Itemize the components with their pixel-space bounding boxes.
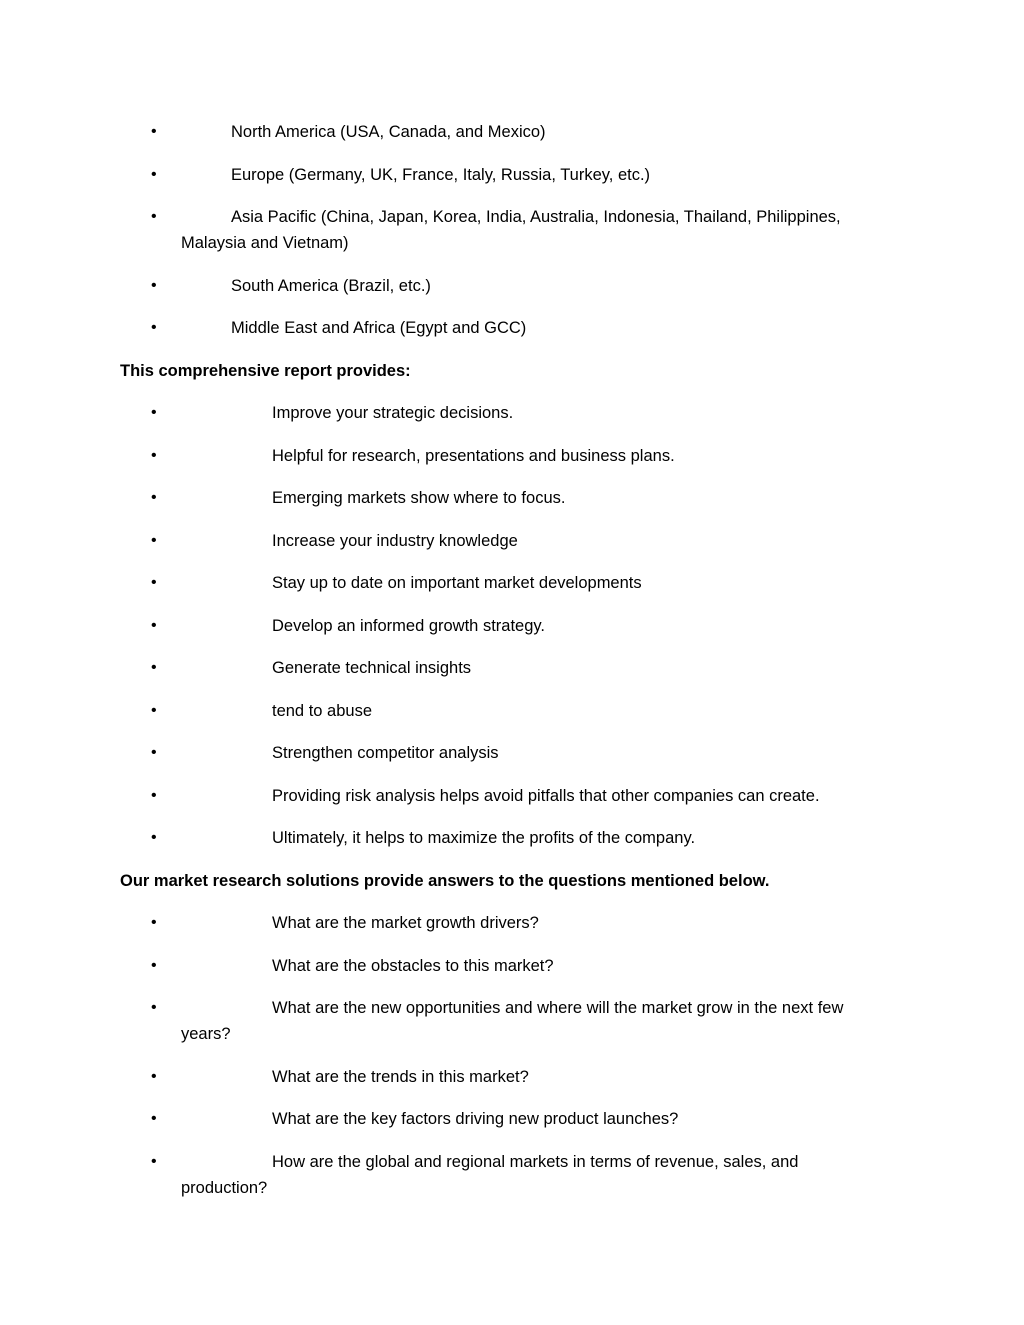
questions-section-heading: Our market research solutions provide answers to the questions mentioned below. bbox=[120, 871, 770, 890]
bullet-icon: • bbox=[151, 1110, 157, 1127]
bullet-icon: • bbox=[151, 123, 157, 140]
bullet-icon: • bbox=[151, 276, 157, 294]
list-item bbox=[0, 1149, 1024, 1201]
list-item bbox=[0, 119, 1024, 145]
list-item bbox=[0, 698, 1024, 724]
benefit-text: Develop an informed growth strategy. bbox=[272, 616, 545, 635]
list-item bbox=[0, 825, 1024, 851]
list-item bbox=[0, 1106, 1024, 1132]
bullet-icon: • bbox=[151, 531, 157, 549]
list-item bbox=[0, 783, 1024, 809]
list-item bbox=[0, 655, 1024, 681]
bullet-icon: • bbox=[151, 786, 157, 804]
bullet-icon: • bbox=[151, 319, 157, 336]
list-item bbox=[0, 204, 1024, 256]
benefit-text: Increase your industry knowledge bbox=[272, 531, 518, 550]
bullet-icon: • bbox=[151, 701, 157, 719]
benefit-text: Providing risk analysis helps avoid pitfalls that other companies can create. bbox=[272, 786, 820, 805]
bullet-icon: • bbox=[151, 1067, 157, 1085]
bullet-icon: • bbox=[151, 574, 157, 591]
bullet-icon: • bbox=[151, 489, 157, 506]
bullet-icon: • bbox=[151, 829, 157, 846]
region-text: Europe (Germany, UK, France, Italy, Russia, Turkey, etc.) bbox=[231, 165, 651, 184]
list-item bbox=[0, 162, 1024, 188]
list-item bbox=[0, 570, 1024, 596]
list-item bbox=[0, 528, 1024, 554]
bullet-icon: • bbox=[151, 744, 157, 761]
question-text: What are the trends in this market? bbox=[272, 1067, 529, 1086]
question-text: What are the obstacles to this market? bbox=[272, 956, 554, 975]
list-item bbox=[0, 953, 1024, 979]
list-item bbox=[0, 995, 1024, 1047]
question-text: What are the key factors driving new product launches? bbox=[272, 1110, 679, 1128]
list-item bbox=[0, 485, 1024, 511]
bullet-icon: • bbox=[151, 914, 157, 931]
bullet-icon: • bbox=[151, 659, 157, 676]
questions-list bbox=[0, 910, 1024, 1201]
region-text: Middle East and Africa (Egypt and GCC) bbox=[231, 319, 527, 337]
report-benefits-list bbox=[0, 400, 1024, 851]
bullet-icon: • bbox=[151, 616, 157, 634]
top-margin bbox=[0, 0, 1024, 119]
region-text: South America (Brazil, etc.) bbox=[231, 276, 431, 295]
list-item bbox=[0, 910, 1024, 936]
benefit-text: Generate technical insights bbox=[272, 659, 472, 677]
list-item bbox=[0, 1064, 1024, 1090]
list-item bbox=[0, 613, 1024, 639]
benefit-text: Ultimately, it helps to maximize the profits of the company. bbox=[272, 829, 696, 847]
benefit-text: Emerging markets show where to focus. bbox=[272, 489, 566, 507]
bullet-icon: • bbox=[151, 1152, 157, 1170]
region-text: Asia Pacific (China, Japan, Korea, India, Australia, Indonesia, Thailand, Philippines, Malaysia and Vietnam) bbox=[181, 208, 841, 252]
benefit-text: tend to abuse bbox=[272, 701, 372, 720]
bullet-icon: • bbox=[151, 956, 157, 974]
question-text: What are the new opportunities and where will the market grow in the next few years? bbox=[181, 999, 844, 1043]
question-text: How are the global and regional markets in terms of revenue, sales, and production? bbox=[181, 1152, 799, 1197]
benefit-text: Strengthen competitor analysis bbox=[272, 744, 499, 762]
list-item bbox=[0, 740, 1024, 766]
bullet-icon: • bbox=[151, 404, 157, 421]
list-item bbox=[0, 400, 1024, 426]
list-item bbox=[0, 315, 1024, 341]
region-text: North America (USA, Canada, and Mexico) bbox=[231, 123, 546, 141]
report-section-heading: This comprehensive report provides: bbox=[120, 361, 411, 380]
regions-list bbox=[0, 119, 1024, 341]
bullet-icon: • bbox=[151, 208, 157, 225]
list-item bbox=[0, 443, 1024, 469]
list-item bbox=[0, 273, 1024, 299]
benefit-text: Stay up to date on important market developments bbox=[272, 574, 642, 592]
question-text: What are the market growth drivers? bbox=[272, 914, 539, 932]
bullet-icon: • bbox=[151, 446, 157, 464]
benefit-text: Helpful for research, presentations and business plans. bbox=[272, 446, 675, 465]
bullet-icon: • bbox=[151, 165, 157, 183]
bullet-icon: • bbox=[151, 999, 157, 1016]
benefit-text: Improve your strategic decisions. bbox=[272, 404, 514, 422]
